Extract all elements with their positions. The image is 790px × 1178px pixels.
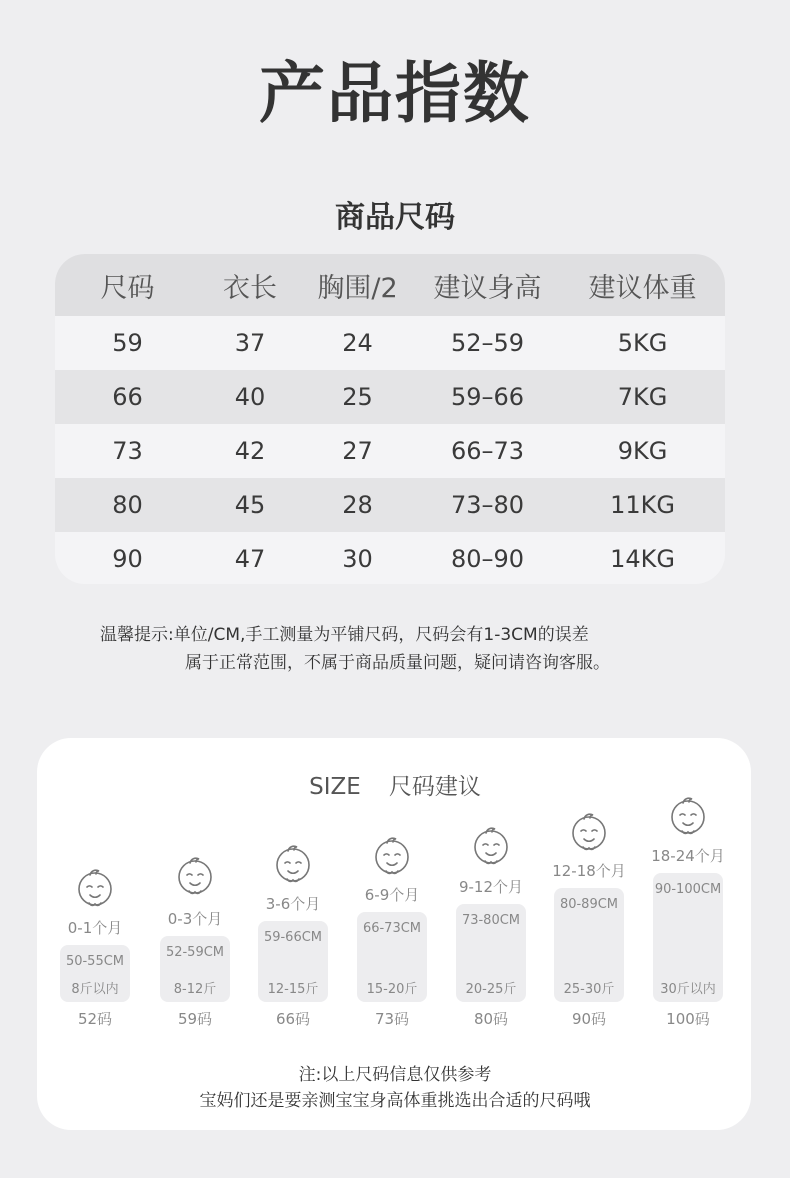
section-title: 商品尺码 bbox=[335, 200, 455, 235]
table-cell: 14KG bbox=[610, 545, 675, 573]
table-cell: 80–90 bbox=[450, 545, 525, 573]
table-row bbox=[55, 478, 725, 532]
height-range-label: 80-89CM bbox=[559, 897, 619, 912]
baby-face-icon bbox=[666, 794, 710, 838]
table-cell: 9KG bbox=[617, 437, 668, 465]
page-title: 产品指数 bbox=[259, 55, 531, 132]
baby-face-icon bbox=[73, 866, 117, 910]
weight-range-label: 20-25斤 bbox=[465, 982, 517, 997]
table-header bbox=[55, 254, 725, 316]
header-cell: 胸围/2 bbox=[317, 272, 398, 304]
table-cell: 11KG bbox=[610, 491, 675, 519]
height-range-label: 59-66CM bbox=[263, 930, 323, 945]
weight-range-label: 8-12斤 bbox=[173, 982, 217, 997]
age-range-label: 9-12个月 bbox=[458, 878, 524, 896]
height-range-label: 66-73CM bbox=[362, 921, 422, 936]
size-table bbox=[55, 254, 725, 584]
table-cell: 73–80 bbox=[450, 491, 525, 519]
table-cell: 90 bbox=[112, 545, 143, 573]
header-cell: 建议体重 bbox=[588, 272, 697, 304]
table-cell: 52–59 bbox=[450, 329, 525, 357]
header-cell: 建议身高 bbox=[433, 272, 542, 304]
note-text: 宝妈们还是要亲测宝宝身高体重挑选出合适的尺码哦 bbox=[199, 1091, 591, 1111]
baby-face-icon bbox=[173, 854, 217, 898]
table-row bbox=[55, 370, 725, 424]
height-range-label: 52-59CM bbox=[165, 945, 225, 960]
size-code-label: 100码 bbox=[666, 1010, 710, 1028]
age-range-label: 6-9个月 bbox=[364, 886, 420, 904]
age-range-label: 3-6个月 bbox=[265, 895, 321, 913]
size-code-label: 80码 bbox=[473, 1010, 509, 1028]
table-cell: 66–73 bbox=[450, 437, 525, 465]
size-code-label: 66码 bbox=[275, 1010, 311, 1028]
weight-range-label: 15-20斤 bbox=[366, 982, 418, 997]
size-code-label: 59码 bbox=[177, 1010, 213, 1028]
tip-text: 温馨提示:单位/CM,手工测量为平铺尺码，尺码会有1-3CM的误差 bbox=[100, 625, 589, 645]
age-range-label: 12-18个月 bbox=[552, 862, 626, 880]
baby-face-icon bbox=[567, 810, 611, 854]
header-cell: 衣长 bbox=[223, 272, 277, 304]
note-text: 注:以上尺码信息仅供参考 bbox=[298, 1065, 492, 1085]
table-row bbox=[55, 424, 725, 478]
age-range-label: 0-3个月 bbox=[167, 910, 223, 928]
size-code-label: 73码 bbox=[374, 1010, 410, 1028]
table-cell: 25 bbox=[342, 383, 373, 411]
table-cell: 5KG bbox=[617, 329, 668, 357]
table-cell: 66 bbox=[112, 383, 143, 411]
table-cell: 28 bbox=[342, 491, 373, 519]
baby-face-icon bbox=[271, 842, 315, 886]
table-cell: 7KG bbox=[617, 383, 668, 411]
table-cell: 59–66 bbox=[450, 383, 525, 411]
table-cell: 27 bbox=[342, 437, 373, 465]
table-cell: 73 bbox=[112, 437, 143, 465]
height-range-label: 50-55CM bbox=[65, 954, 125, 969]
baby-face-icon bbox=[469, 824, 513, 868]
age-range-label: 0-1个月 bbox=[67, 919, 123, 937]
size-code-label: 90码 bbox=[571, 1010, 607, 1028]
table-cell: 80 bbox=[112, 491, 143, 519]
header-cell: 尺码 bbox=[100, 272, 155, 304]
table-cell: 47 bbox=[234, 545, 266, 573]
card-title-en: SIZE bbox=[309, 774, 361, 800]
weight-range-label: 12-15斤 bbox=[267, 982, 319, 997]
table-cell: 40 bbox=[234, 383, 266, 411]
table-cell: 30 bbox=[342, 545, 373, 573]
height-range-label: 73-80CM bbox=[461, 913, 521, 928]
height-range-label: 90-100CM bbox=[654, 882, 722, 897]
weight-range-label: 8斤以内 bbox=[71, 982, 119, 997]
table-cell: 42 bbox=[234, 437, 266, 465]
card-title-cn: 尺码建议 bbox=[388, 774, 481, 800]
tip-text: 属于正常范围，不属于商品质量问题，疑问请咨询客服。 bbox=[185, 653, 610, 673]
weight-range-label: 30斤以内 bbox=[660, 982, 716, 997]
weight-range-label: 25-30斤 bbox=[563, 982, 615, 997]
table-row bbox=[55, 316, 725, 370]
table-cell: 37 bbox=[234, 329, 266, 357]
table-cell: 24 bbox=[342, 329, 373, 357]
table-row bbox=[55, 532, 725, 584]
age-range-label: 18-24个月 bbox=[651, 847, 725, 865]
size-code-label: 52码 bbox=[77, 1010, 113, 1028]
table-cell: 59 bbox=[112, 329, 143, 357]
baby-face-icon bbox=[370, 834, 414, 878]
table-cell: 45 bbox=[234, 491, 266, 519]
